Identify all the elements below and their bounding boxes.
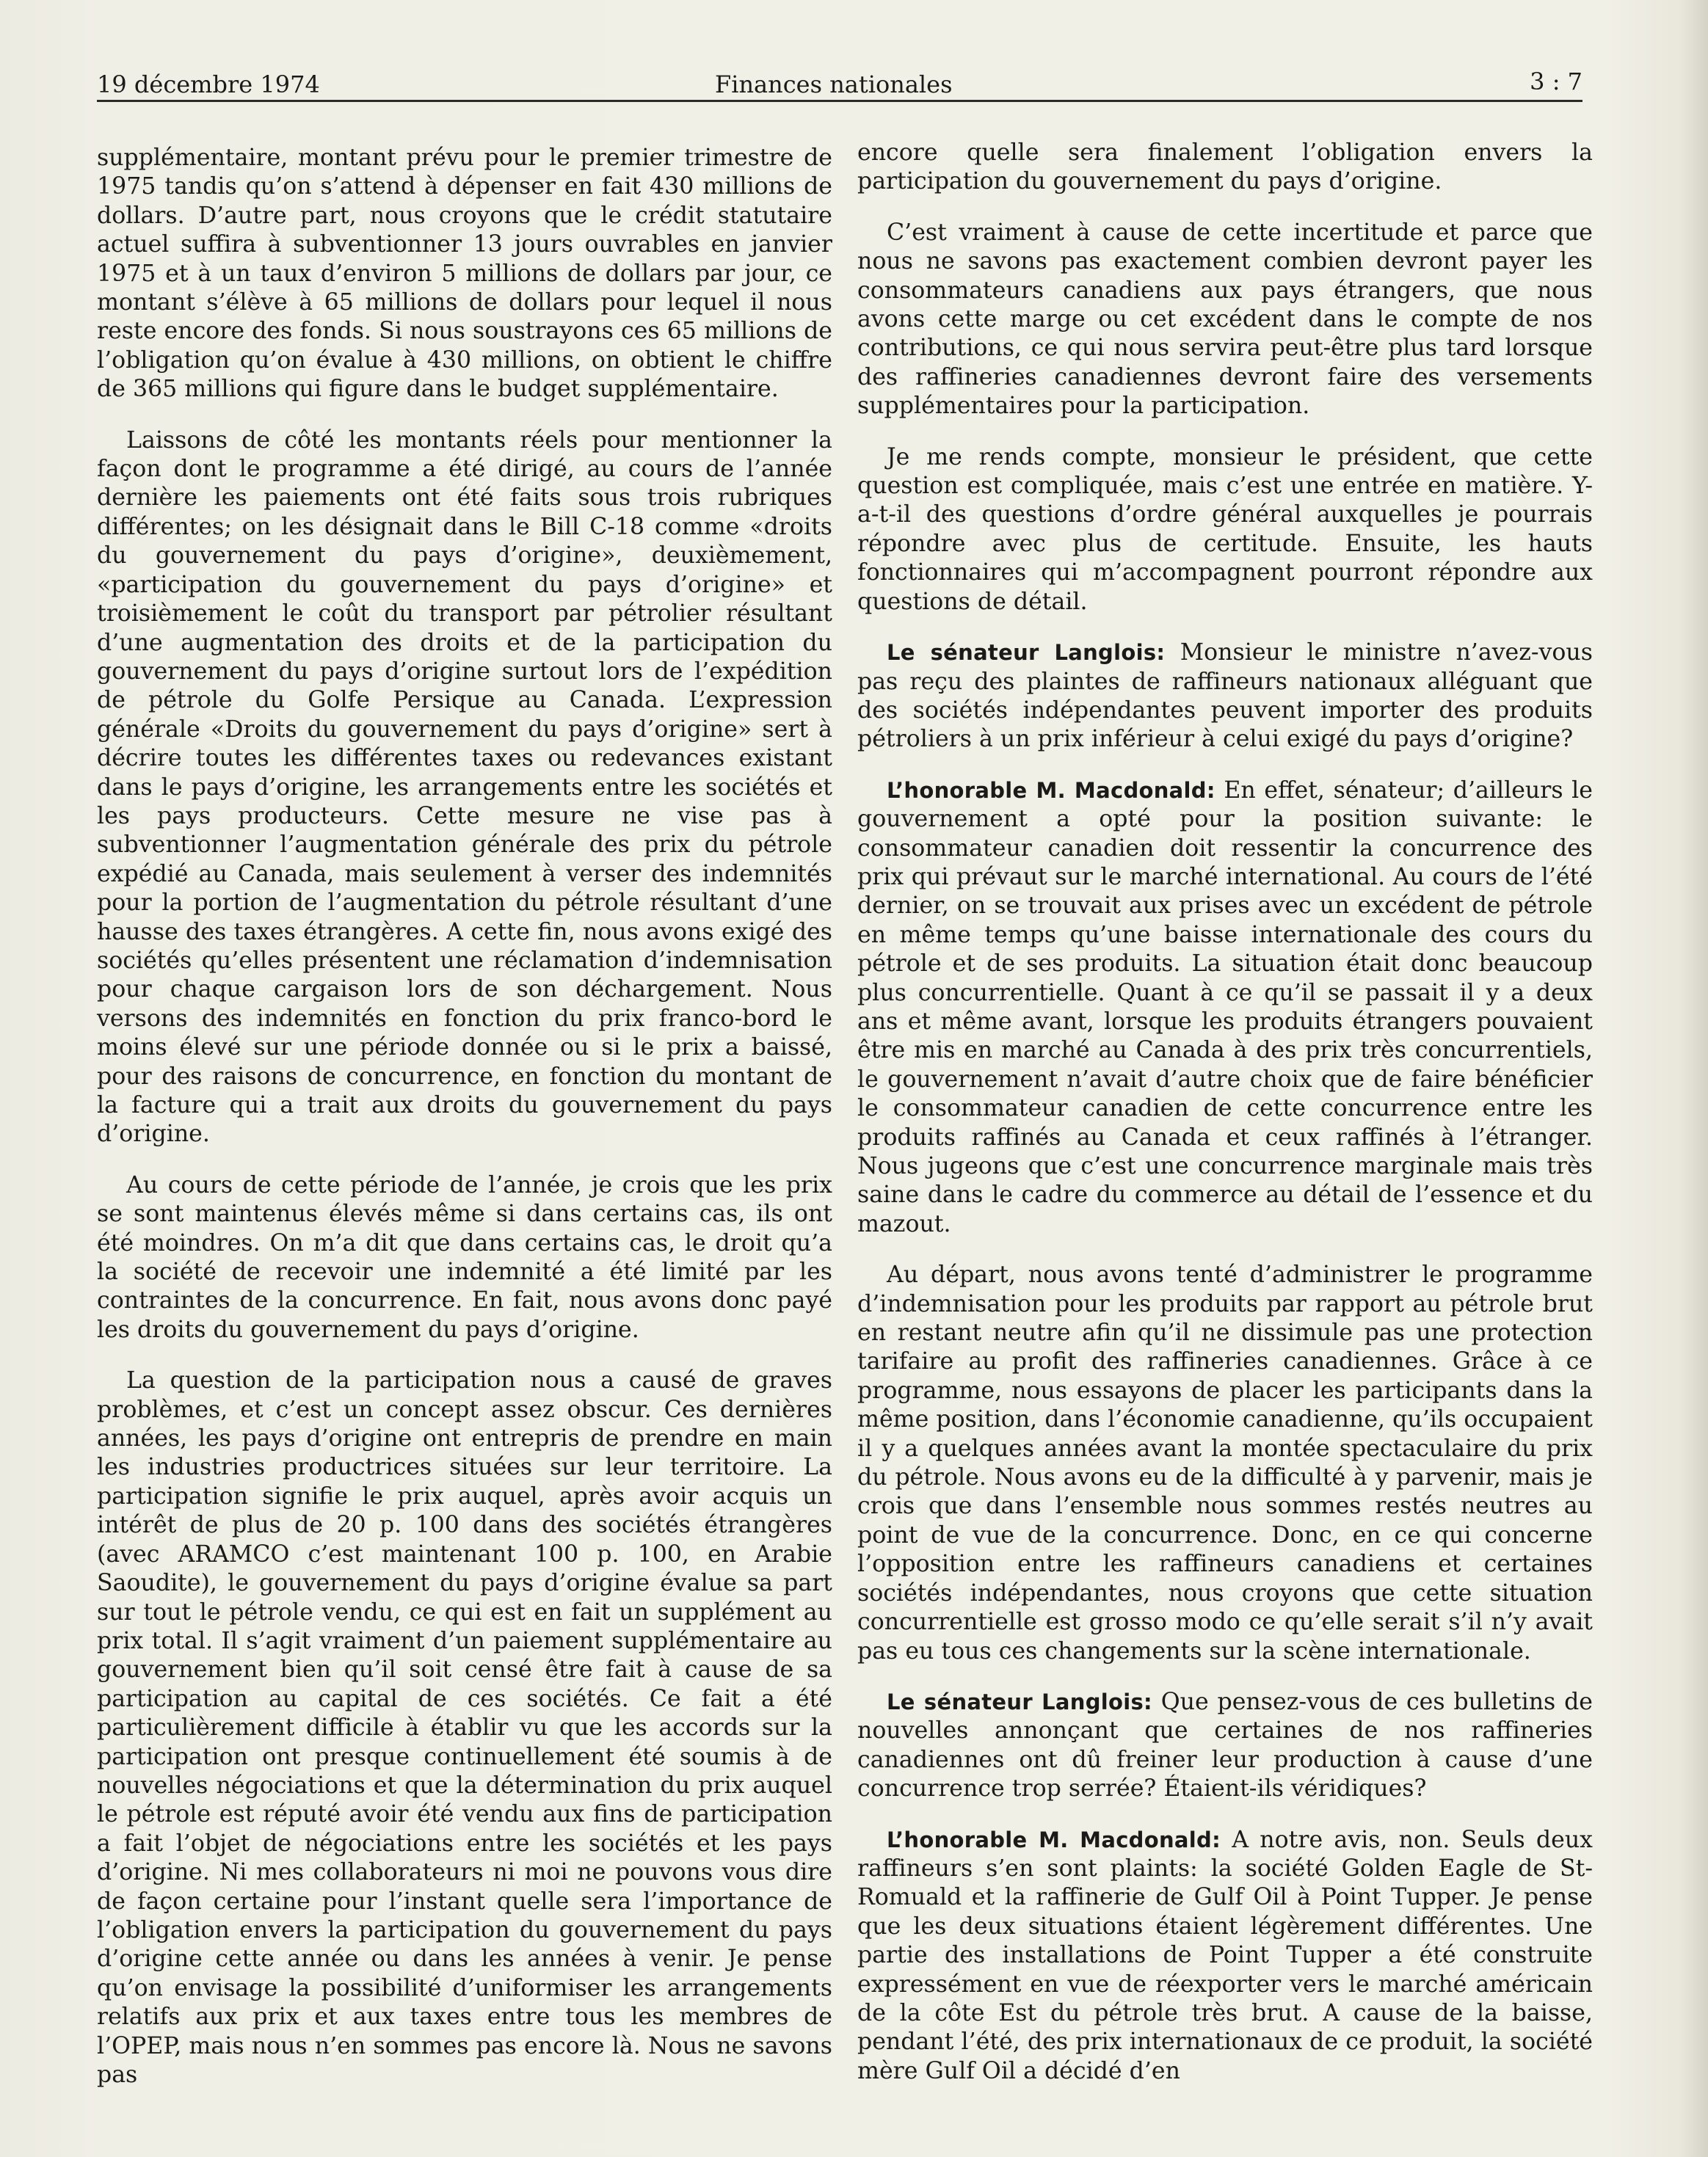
speech-text: Que pensez-vous de ces bulletins de nouvelles annonçant que certaines de nos raffineries canadiennes ont dû freiner leur production à cause d’une concurrence trop serrée? Étaient-ils véridiques?: [857, 1688, 1593, 1803]
paragraph: Au cours de cette période de l’année, je crois que les prix se sont maintenus élevés même si dans certains cas, ils ont été moindres. On m’a dit que dans certains cas, le droit qu’a la société de recevoir une indemnité a été limité par les contraintes de la concurrence. En fait, nous avons donc payé les droits du gouvernement du pays d’origine.: [97, 1171, 832, 1343]
right-column: [857, 139, 1593, 2108]
running-header: [97, 65, 1582, 102]
paragraph-text: Au départ, nous avons tenté d’administrer le programme d’indemnisation pour les produits par rapport au pétrole brut en restant neutre afin qu’il ne dissimule pas une protection tarifaire au profit des raffineries canadiennes. Grâce à ce programme, nous essayons de placer les participants dans la même position, dans l’économie canadienne, qu’ils occupaient il y a quelques années avant la montée spectaculaire du prix du pétrole. Nous avons eu de la difficulté à y parvenir, mais je crois que dans l’ensemble nous sommes restés neutres au point de vue de la concurrence. Donc, en ce qui concerne l’opposition entre les raffineurs canadiens et certaines sociétés indépendantes, nous croyons que cette situation concurrentielle est grosso modo ce qu’elle serait s’il n’y avait pas eu tous ces changements sur la scène internationale.: [857, 1262, 1593, 1665]
speaker-name: Le sénateur Langlois:: [887, 640, 1166, 666]
speech-paragraph: [857, 639, 1593, 754]
speaker-name: Le sénateur Langlois:: [887, 1689, 1152, 1714]
paragraph: La question de la participation nous a causé de graves problèmes, et c’est un concept assez obscur. Ces dernières années, les pays d’origine ont entrepris de prendre en main les industries productrices situées sur leur territoire. La participation signifie le prix auquel, après avoir acquis un intérêt de plus de 20 p. 100 dans des sociétés étrangères (avec ARAMCO c’est maintenant 100 p. 100, en Arabie Saoudite), le gouvernement du pays d’origine évalue sa part sur tout le pétrole vendu, ce qui est en fait un supplément au prix total. Il s’agit vraiment d’un paiement supplémentaire au gouvernement bien qu’il soit censé être fait à cause de sa participation au capital de ces sociétés. Ce fait a été particulièrement difficile à établir vu que les accords sur la participation ont presque continuellement été soumis à de nouvelles négociations et que la détermination du prix auquel le pétrole est réputé avoir été vendu aux fins de participation a fait l’objet de négociations entre les sociétés et les pays d’origine. Ni mes collaborateurs ni moi ne pouvons vous dire de façon certaine pour l’instant quelle sera l’importance de l’obligation envers la participation du gouvernement du pays d’origine cette année ou dans les années à venir. Je pense qu’on envisage la possibilité d’uniformiser les arrangements relatifs aux prix et aux taxes entre tous les membres de l’OPEP, mais nous n’en sommes pas encore là. Nous ne savons pas: [97, 1367, 832, 2088]
speech-text: Monsieur le ministre n’avez-vous pas reçu des plaintes de raffineurs nationaux alléguant que des sociétés indépendantes peuvent importer des produits pétroliers à un prix inférieur à celui exigé du pays d’origine?: [857, 639, 1593, 753]
header-page-number: 3 : 7: [1530, 68, 1582, 95]
speech-paragraph: [857, 1688, 1593, 1804]
paragraph: [857, 139, 1593, 197]
left-column: [97, 144, 832, 2111]
paragraph: supplémentaire, montant prévu pour le premier trimestre de 1975 tandis qu’on s’attend à dépenser en fait 430 millions de dollars. D’autre part, nous croyons que le crédit statutaire actuel suffira à subventionner 13 jours ouvrables en janvier 1975 et à un taux d’environ 5 millions de dollars par jour, ce montant s’élève à 65 millions de dollars pour lequel il nous reste encore des fonds. Si nous soustrayons ces 65 millions de l’obligation qu’on évalue à 430 millions, on obtient le chiffre de 365 millions qui figure dans le budget supplémentaire.: [97, 145, 832, 403]
paragraph: [857, 1261, 1593, 1666]
speech-paragraph: [857, 1826, 1593, 2087]
header-date: 19 décembre 1974: [97, 70, 320, 98]
paragraph-text: Je me rends compte, monsieur le président, que cette question est compliquée, mais c’est une entrée en matière. Y-a-t-il des questions d’ordre général auxquelles je pourrais répondre avec plus de certitude. Ensuite, les hauts fonctionnaires qui m’accompagnent pourront répondre aux questions de détail.: [857, 443, 1593, 615]
paragraph: [857, 219, 1593, 421]
page-edge-shadow: [1680, 0, 1708, 2157]
speech-text: A notre avis, non. Seuls deux raffineurs s’en sont plaints: la société Golden Eagle de St-Romuald et la raffinerie de Gulf Oil à Point Tupper. Je pense que les deux situations étaient légèrement différentes. Une partie des installations de Point Tupper a été construite expressément en vue de réexporter vers le marché américain de la côte Est du pétrole très brut. A cause de la baisse, pendant l’été, des prix internationaux de ce produit, la société mère Gulf Oil a décidé d’en: [857, 1826, 1593, 2084]
paragraph: [857, 443, 1593, 616]
paragraph: Laissons de côté les montants réels pour mentionner la façon dont le programme a été dirigé, au cours de l’année dernière les paiements ont été faits sous trois rubriques différentes; on les désignait dans le Bill C-18 comme «droits du gouvernement du pays d’origine», deuxièmement, «participation du gouvernement du pays d’origine» et troisièmement le coût du transport par pétrolier résultant d’une augmentation des droits et de la participation du gouvernement du pays d’origine surtout lors de l’expédition de pétrole du Golfe Persique au Canada. L’expression générale «Droits du gouvernement du pays d’origine» sert à décrire toutes les différentes taxes ou redevances existant dans le pays d’origine, les arrangements entre les sociétés et les pays producteurs. Cette mesure ne vise pas à subventionner l’augmentation générale des prix du pétrole expédié au Canada, mais seulement à verser des indemnités pour la portion de l’augmentation du pétrole résultant d’une hausse des taxes étrangères. A cette fin, nous avons exigé des sociétés qu’elles présentent une réclamation d’indemnisation pour chaque cargaison lors de son déchargement. Nous versons des indemnités en fonction du prix franco-bord le moins élevé sur une période donnée ou si le prix a baissé, pour des raisons de concurrence, en fonction du montant de la facture qui a trait aux droits du gouvernement du pays d’origine.: [97, 426, 832, 1148]
speech-text: En effet, sénateur; d’ailleurs le gouvernement a opté pour la position suivante: le consommateur canadien doit ressentir la concurrence des prix qui prévaut sur le marché international. Au cours de l’été dernier, on se trouvait aux prises avec un excédent de pétrole en même temps qu’une baisse internationale des cours du pétrole et de ses produits. La situation était donc beaucoup plus concurrentielle. Quant à ce qu’il se passait il y a deux ans et même avant, lorsque les produits étrangers pouvaient être mis en marché au Canada à des prix très concurrentiels, le gouvernement n’avait d’autre choix que de faire bénéficier le consommateur canadien de cette concurrence entre les produits raffinés au Canada et ceux raffinés à l’étranger. Nous jugeons que c’est une concurrence marginale mais très saine dans le cadre du commerce au détail de l’essence et du mazout.: [857, 776, 1593, 1237]
paragraph-text: C’est vraiment à cause de cette incertitude et parce que nous ne savons pas exactement combien devront payer les consommateurs canadiens aux pays étrangers, que nous avons cette marge ou cet excédent dans le compte de nos contributions, ce qui nous servira peut-être plus tard lorsque des raffineries canadiennes devront faire des versements supplémentaires pour la participation.: [857, 219, 1593, 420]
speech-paragraph: [857, 776, 1593, 1240]
speaker-name: L’honorable M. Macdonald:: [887, 1827, 1221, 1852]
speaker-name: L’honorable M. Macdonald:: [887, 777, 1215, 803]
paragraph-text: encore quelle sera finalement l’obligation envers la participation du gouvernement du pays d’origine.: [857, 139, 1593, 195]
header-journal-title: Finances nationales: [715, 70, 953, 98]
